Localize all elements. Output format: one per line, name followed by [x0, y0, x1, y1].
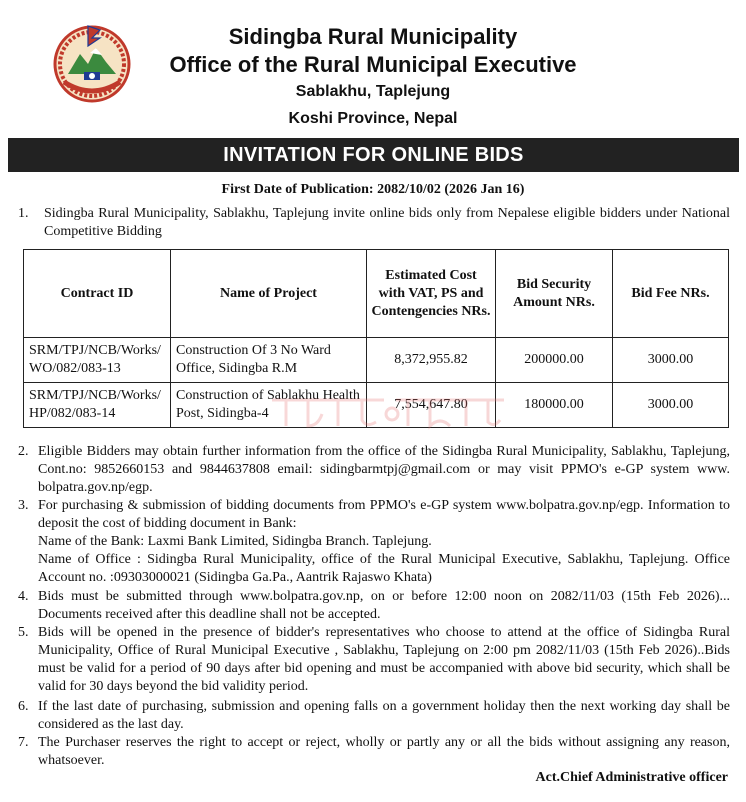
notice-title-banner: INVITATION FOR ONLINE BIDS	[8, 138, 739, 172]
signature-title: Act.Chief Administrative officer	[535, 770, 728, 785]
table-header-row	[24, 250, 729, 338]
bank-info-intro: For purchasing & submission of bidding documents from PPMO's e-GP system www.bolpatra.gov.np/egp. Information to deposit the cost of bidding document in Bank:	[38, 498, 730, 531]
item-text: The Purchaser reserves the right to accept or reject, wholly or partly any or all the bids without assigning any reason, whatsoever.	[38, 735, 730, 768]
item-number: 5.	[18, 625, 29, 640]
item-number: 7.	[18, 735, 29, 750]
item-number: 4.	[18, 589, 29, 604]
bid-security-cell: 180000.00	[496, 383, 613, 428]
notice-item-3	[18, 497, 730, 587]
estimated-cost-cell: 7,554,647.80	[367, 383, 496, 428]
table-row	[24, 338, 729, 383]
estimated-cost-cell: 8,372,955.82	[367, 338, 496, 383]
notice-item-4	[18, 588, 730, 624]
notice-item-2	[18, 443, 730, 497]
column-header-estimated-cost: Estimated Cost with VAT, PS and Contengencies NRs.	[367, 250, 496, 338]
item-number: 6.	[18, 699, 29, 714]
office-name: Office of the Rural Municipal Executive	[169, 52, 577, 77]
publication-date: First Date of Publication: 2082/10/02 (2026 Jan 16)	[221, 182, 525, 197]
column-header-bid-security: Bid Security Amount NRs.	[496, 250, 613, 338]
column-header-project: Name of Project	[171, 250, 367, 338]
item-text: Bids will be opened in the presence of bidder's representatives who choose to attend at the office of Sidingba Rural Municipality, Office of Rural Municipal Executive , Sablakhu, Taplejung on 2:00 pm 2082/11/03 (15th Feb 2026)..Bids must be valid for a period of 90 days after bid opening and must be accompanied with above bid security, which shall be valid for 30 days beyond the bid validity period.	[38, 625, 730, 694]
notice-item-5	[18, 624, 730, 696]
item-text	[38, 497, 730, 587]
bid-fee-cell: 3000.00	[613, 338, 729, 383]
project-name-cell: Construction Of 3 No Ward Office, Sidingba R.M	[171, 338, 367, 383]
column-header-bid-fee: Bid Fee NRs.	[613, 250, 729, 338]
bid-fee-cell: 3000.00	[613, 383, 729, 428]
item-text: Sidingba Rural Municipality, Sablakhu, Taplejung invite online bids only from Nepalese eligible bidders under National Competitive Bidding	[44, 206, 730, 239]
item-text: Bids must be submitted through www.bolpatra.gov.np, on or before 12:00 noon on 2082/11/03 (15th Feb 2026)... Documents received after this deadline shall not be accepted.	[38, 589, 730, 622]
contract-id-cell: SRM/TPJ/NCB/Works/ WO/082/083-13	[24, 338, 171, 383]
column-header-contract-id: Contract ID	[24, 250, 171, 338]
bid-security-cell: 200000.00	[496, 338, 613, 383]
item-text: Eligible Bidders may obtain further information from the office of the Sidingba Rural Municipality, Sablakhu, Taplejung, Cont.no: 9852660153 and 9844637808 email: sidingbarmtpj@gmail.com or may visit PPMO's e-GP system www. bolpatra.gov.np/egp.	[38, 444, 730, 495]
notice-item-1	[18, 205, 730, 241]
notice-item-6	[18, 698, 730, 734]
notice-item-7	[18, 734, 730, 770]
province-line: Koshi Province, Nepal	[288, 110, 458, 127]
item-number: 2.	[18, 444, 29, 459]
bids-table	[23, 249, 729, 428]
office-account-info: Name of Office : Sidingba Rural Municipality, office of the Rural Municipal Executive, Sablakhu, Taplejung. Office Account no. :09303000021 (Sidingba Ga.Pa., Aantrik Rajaswo Khata)	[38, 552, 730, 585]
contract-id-cell: SRM/TPJ/NCB/Works/ HP/082/083-14	[24, 383, 171, 428]
address-line: Sablakhu, Taplejung	[295, 83, 451, 100]
municipality-name: Sidingba Rural Municipality	[228, 24, 518, 49]
item-number: 3.	[18, 498, 29, 513]
project-name-cell: Construction of Sablakhu Health Post, Sidingba-4	[171, 383, 367, 428]
table-row	[24, 383, 729, 428]
item-number: 1.	[18, 206, 29, 221]
letterhead	[0, 0, 746, 138]
item-text: If the last date of purchasing, submission and opening falls on a government holiday then the next working day shall be considered as the last day.	[38, 699, 730, 732]
bank-name: Name of the Bank: Laxmi Bank Limited, Sidingba Branch. Taplejung.	[38, 534, 432, 549]
